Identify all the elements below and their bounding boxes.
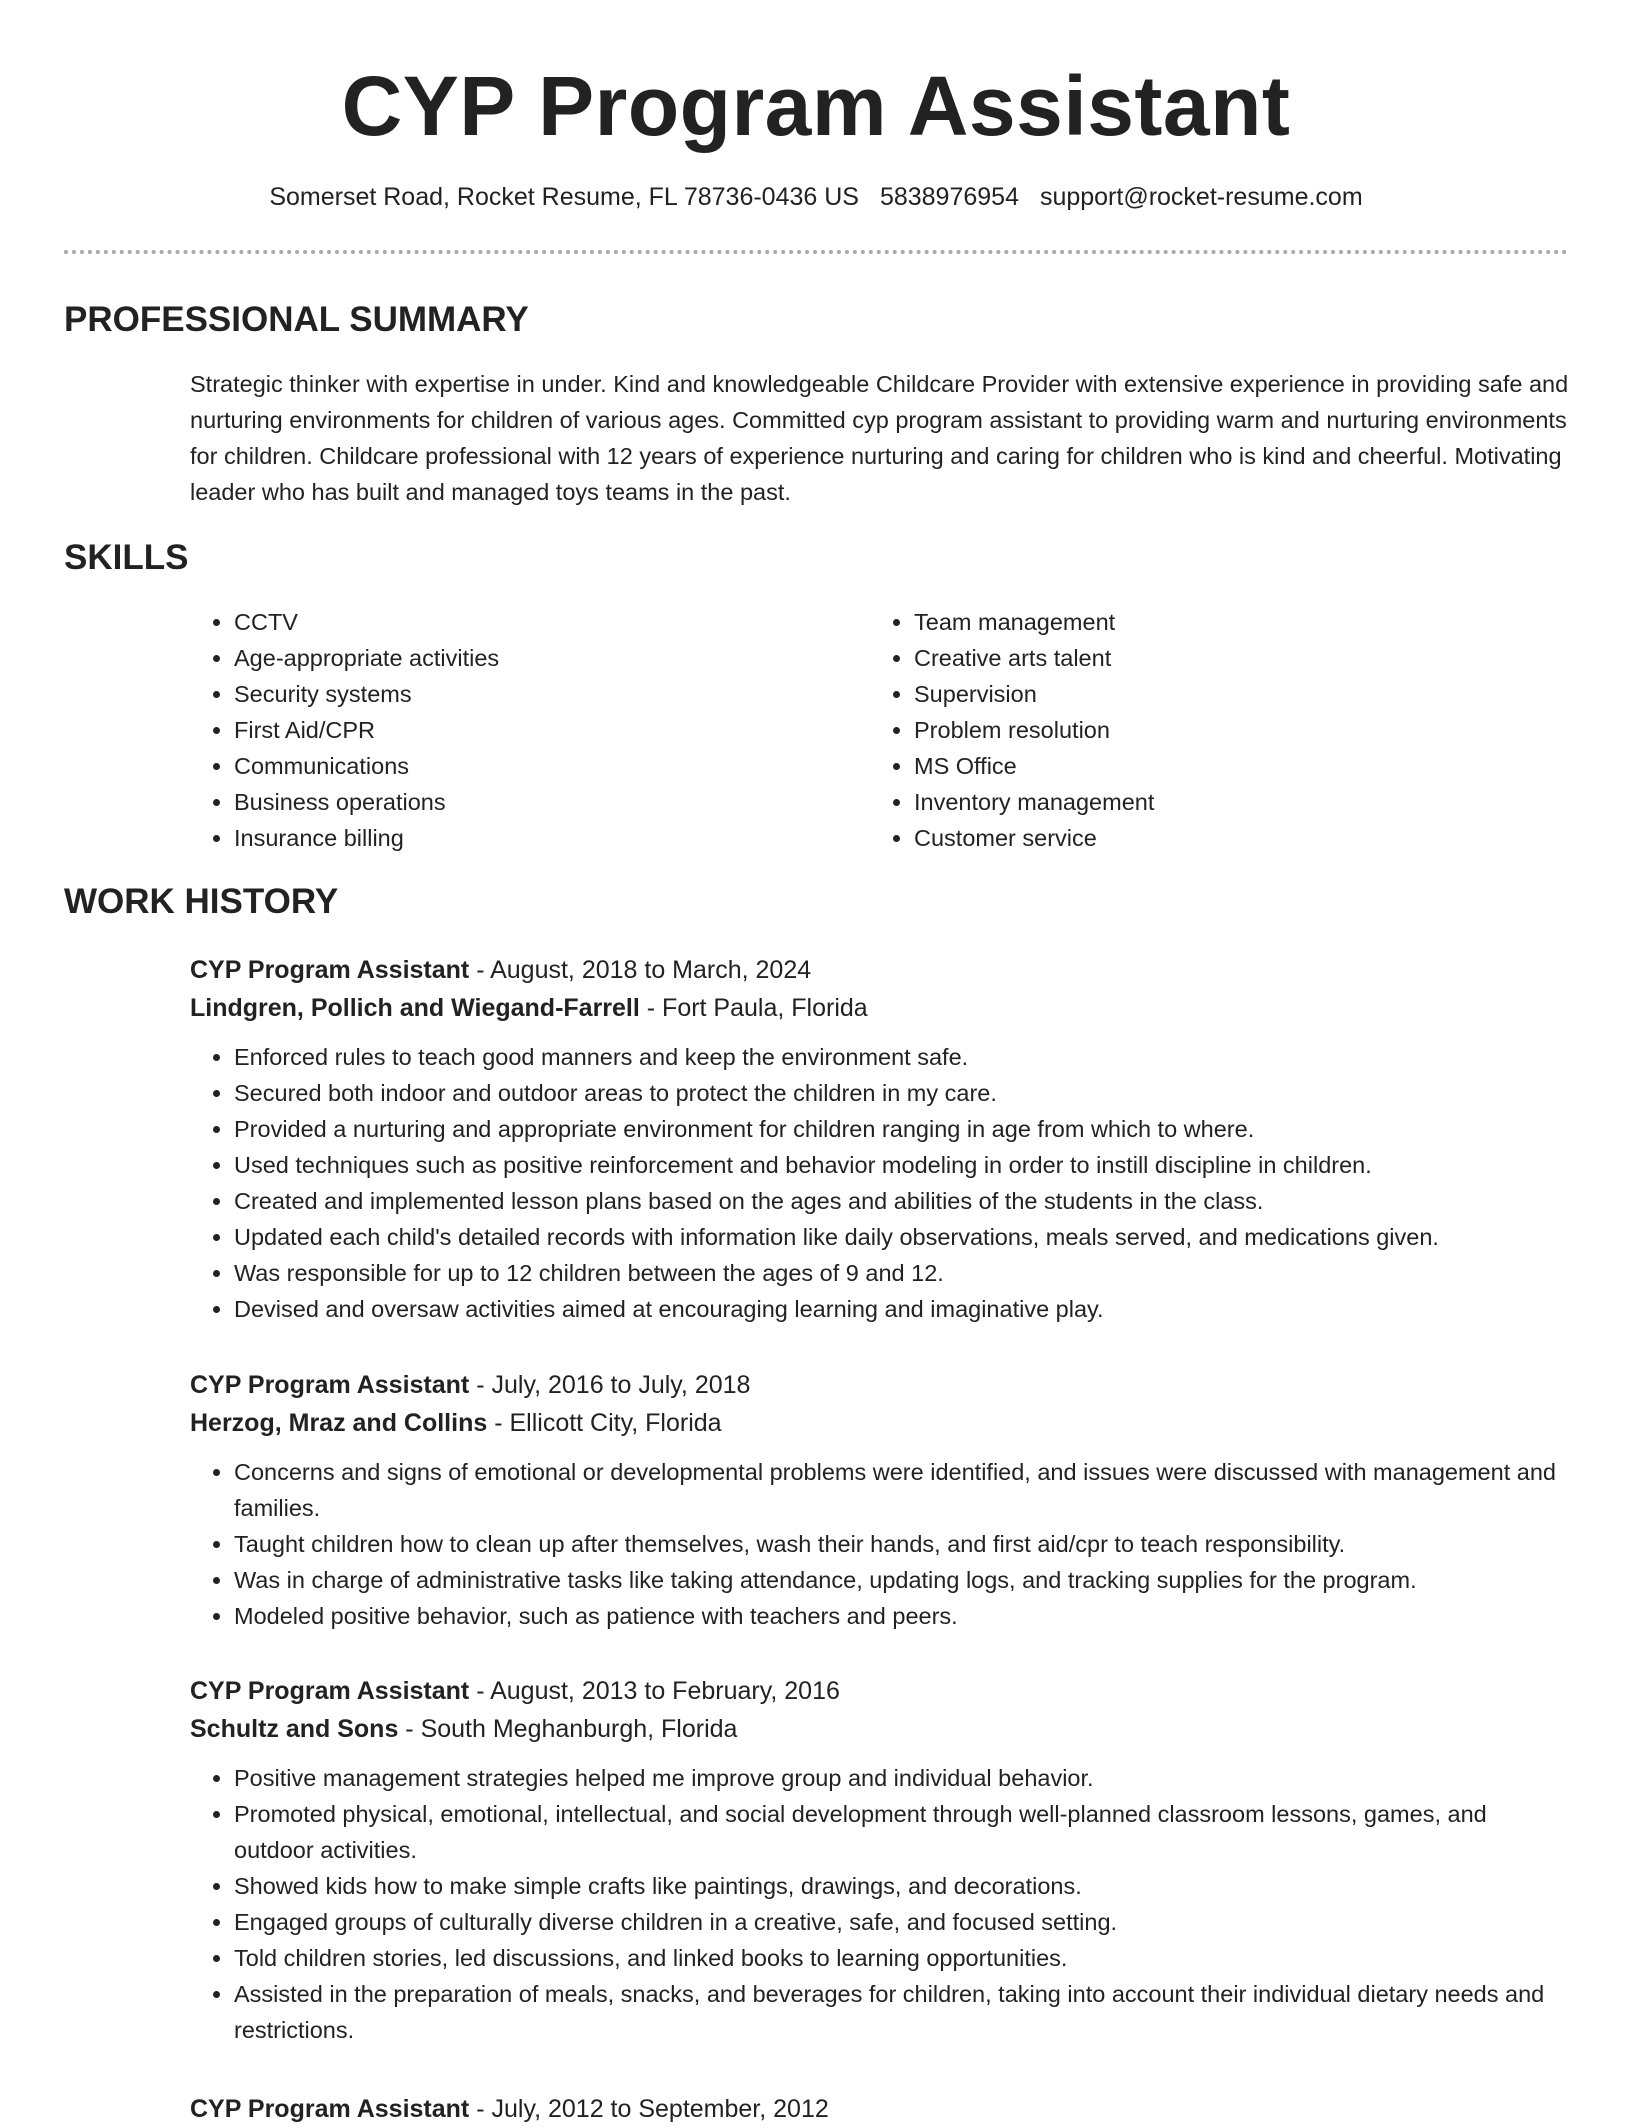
- job-title-line: [190, 951, 1570, 989]
- skill-item: • Insurance billing: [234, 820, 870, 856]
- job-bullet: • Devised and oversaw activities aimed at encouraging learning and imaginative play.: [234, 1291, 1570, 1327]
- contact-email: support@rocket-resume.com: [1039, 183, 1363, 211]
- skill-item: • CCTV: [234, 604, 870, 640]
- job-bullet: • Concerns and signs of emotional or developmental problems were identified, and issues were discussed with management and families.: [234, 1454, 1570, 1526]
- job-title-line: [190, 1672, 1570, 1710]
- job-title-line: [190, 2090, 1570, 2128]
- contact-address: Somerset Road, Rocket Resume, FL 78736-0436 US: [269, 183, 859, 211]
- work-history-heading: WORK HISTORY: [64, 882, 339, 921]
- job-bullet: • Was responsible for up to 12 children between the ages of 9 and 12.: [234, 1255, 1570, 1291]
- job-company: Schultz and Sons: [190, 1715, 399, 1743]
- skill-item: • Age-appropriate activities: [234, 640, 870, 676]
- job-bullet: • Created and implemented lesson plans based on the ages and abilities of the students in the class.: [234, 1183, 1570, 1219]
- job-dates: - July, 2016 to July, 2018: [469, 1371, 751, 1399]
- job-company-line: [190, 1404, 1570, 1442]
- job-bullet: • Secured both indoor and outdoor areas to protect the children in my care.: [234, 1075, 1570, 1111]
- summary-text: Strategic thinker with expertise in under. Kind and knowledgeable Childcare Provider with extensive experience in providing safe and nurturing environments for children of various ages. Committed cyp program assistant to providing warm and nurturing environments for children. Childcare professional with 12 years of experience nurturing and caring for children who is kind and cheerful. Motivating leader who has built and managed toys teams in the past.: [190, 371, 1569, 505]
- job-location: - Fort Paula, Florida: [639, 994, 868, 1022]
- job-entry: [190, 2090, 1570, 2128]
- skill-item: • MS Office: [914, 748, 1550, 784]
- job-company-line: [190, 989, 1570, 1027]
- job-bullet: • Taught children how to clean up after themselves, wash their hands, and first aid/cpr to teach responsibility.: [234, 1526, 1570, 1562]
- skill-item: • Business operations: [234, 784, 870, 820]
- job-bullet: • Engaged groups of culturally diverse children in a creative, safe, and focused setting.: [234, 1904, 1570, 1940]
- job-bullet: • Provided a nurturing and appropriate environment for children ranging in age from which to where.: [234, 1111, 1570, 1147]
- resume-name: CYP Program Assistant: [341, 59, 1291, 153]
- skill-item: • First Aid/CPR: [234, 712, 870, 748]
- job-dates: - August, 2018 to March, 2024: [469, 956, 812, 984]
- job-bullets: [190, 1454, 1570, 1634]
- job-title: CYP Program Assistant: [190, 1371, 470, 1399]
- skill-item: • Communications: [234, 748, 870, 784]
- job-bullet: • Enforced rules to teach good manners and keep the environment safe.: [234, 1039, 1570, 1075]
- job-bullet: • Positive management strategies helped me improve group and individual behavior.: [234, 1760, 1570, 1796]
- job-title-line: [190, 1366, 1570, 1404]
- job-bullets: [190, 1760, 1570, 2048]
- job-bullet: • Modeled positive behavior, such as patience with teachers and peers.: [234, 1598, 1570, 1634]
- job-bullet: • Used techniques such as positive reinforcement and behavior modeling in order to instill discipline in children.: [234, 1147, 1570, 1183]
- job-bullets: [190, 1039, 1570, 1327]
- skill-item: • Inventory management: [914, 784, 1550, 820]
- job-title: CYP Program Assistant: [190, 2095, 470, 2123]
- job-bullet: • Told children stories, led discussions, and linked books to learning opportunities.: [234, 1940, 1570, 1976]
- job-location: - Ellicott City, Florida: [487, 1409, 722, 1437]
- job-bullet: • Was in charge of administrative tasks like taking attendance, updating logs, and tracking supplies for the program.: [234, 1562, 1570, 1598]
- job-dates: - August, 2013 to February, 2016: [469, 1677, 840, 1705]
- job-dates: - July, 2012 to September, 2012: [469, 2095, 829, 2123]
- job-title: CYP Program Assistant: [190, 956, 470, 984]
- job-title: CYP Program Assistant: [190, 1677, 470, 1705]
- job-company: Herzog, Mraz and Collins: [190, 1409, 488, 1437]
- skills-column-left: [190, 604, 870, 856]
- job-bullet: • Assisted in the preparation of meals, snacks, and beverages for children, taking into account their individual dietary needs and restrictions.: [234, 1976, 1570, 2048]
- contact-line: [0, 180, 1632, 214]
- job-bullet: • Updated each child's detailed records with information like daily observations, meals served, and medications given.: [234, 1219, 1570, 1255]
- skill-item: • Problem resolution: [914, 712, 1550, 748]
- skill-item: • Team management: [914, 604, 1550, 640]
- summary-heading: PROFESSIONAL SUMMARY: [64, 300, 529, 339]
- job-company-line: [190, 1710, 1570, 1748]
- job-entry: [190, 1366, 1570, 1634]
- skills-list: [190, 604, 1570, 856]
- job-entry: [190, 951, 1570, 1327]
- skill-item: • Supervision: [914, 676, 1550, 712]
- skill-item: • Customer service: [914, 820, 1550, 856]
- job-location: - South Meghanburgh, Florida: [398, 1715, 738, 1743]
- contact-phone: 5838976954: [879, 183, 1019, 211]
- job-company: Lindgren, Pollich and Wiegand-Farrell: [190, 994, 640, 1022]
- job-entry: [190, 1672, 1570, 2048]
- job-bullet: • Showed kids how to make simple crafts like paintings, drawings, and decorations.: [234, 1868, 1570, 1904]
- skill-item: • Creative arts talent: [914, 640, 1550, 676]
- job-bullet: • Promoted physical, emotional, intellectual, and social development through well-planned classroom lessons, games, and outdoor activities.: [234, 1796, 1570, 1868]
- skills-heading: SKILLS: [64, 538, 189, 577]
- skill-item: • Security systems: [234, 676, 870, 712]
- header-divider: [64, 250, 1568, 254]
- skills-column-right: [870, 604, 1550, 856]
